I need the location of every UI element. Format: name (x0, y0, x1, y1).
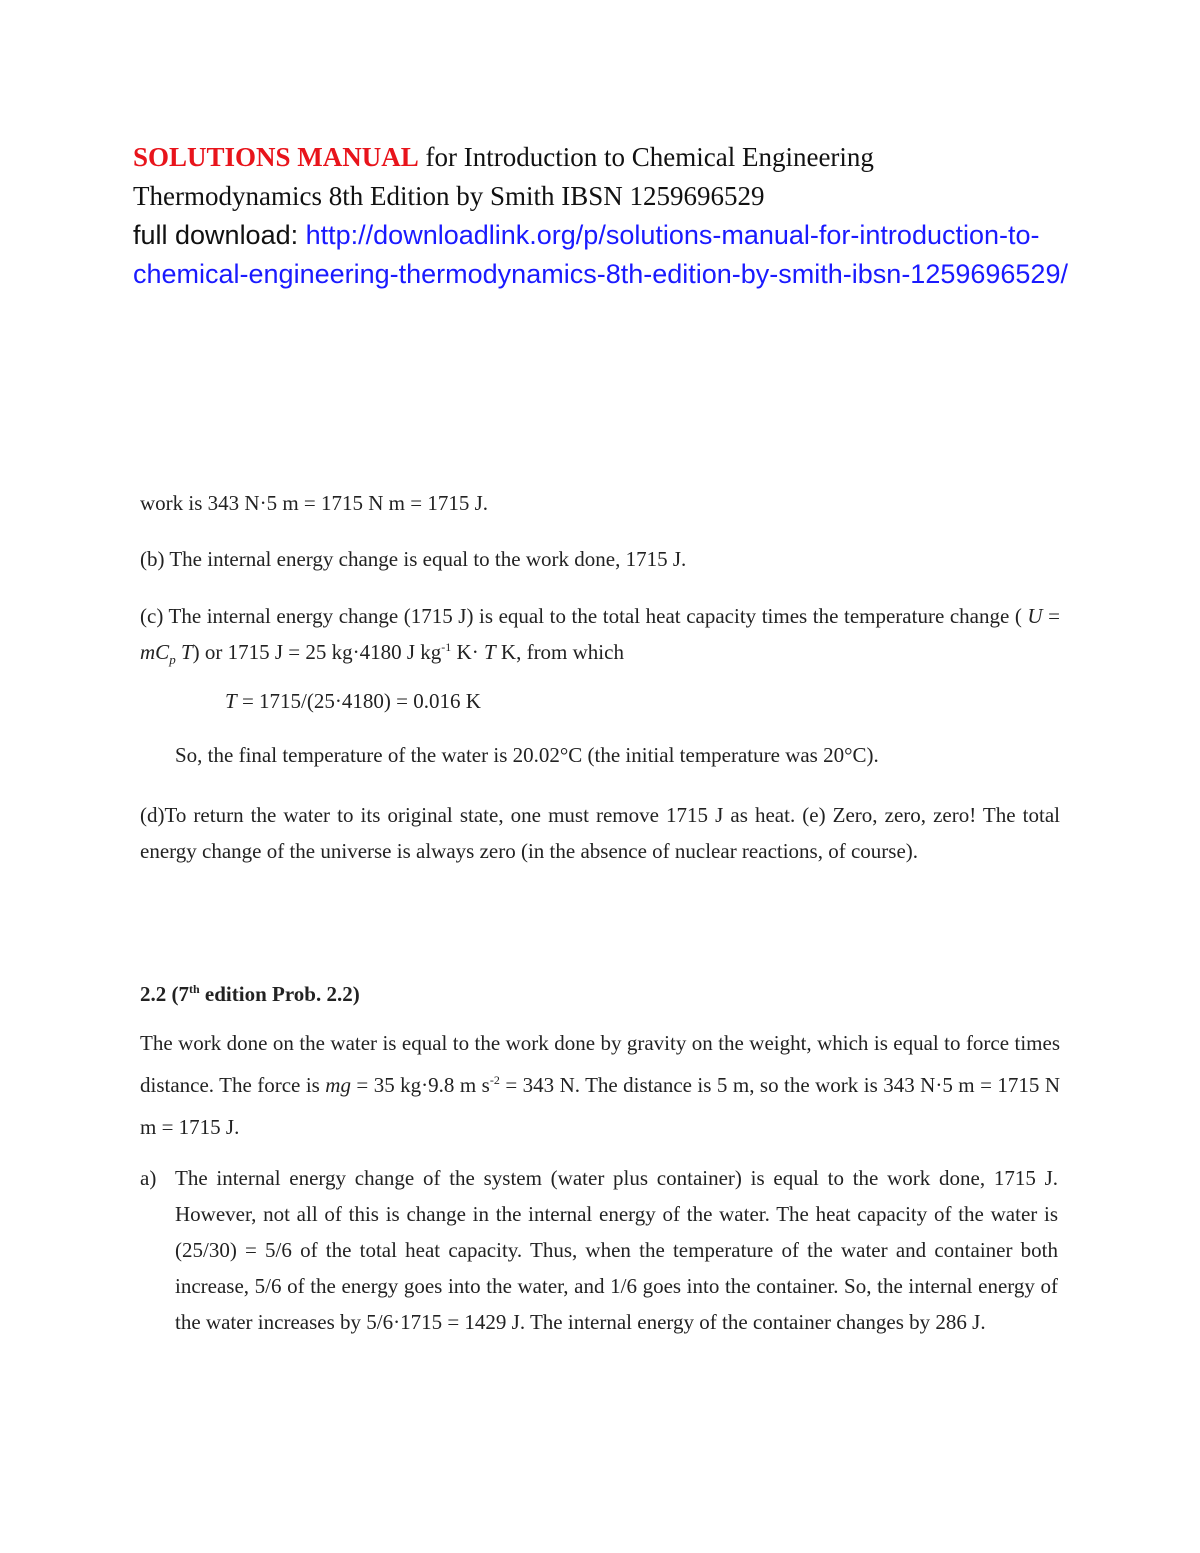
download-link-part-1[interactable]: http://downloadlink.org/p/solutions-manual-for-introduction-to- (305, 220, 1040, 250)
p8-text-a: The work done on the water is equal to the work done by gravity on the weight, which is equal to force times distance. The force is (140, 1031, 1060, 1097)
paragraph-d-e: (d)To return the water to its original state, one must remove 1715 J as heat. (e) Zero, zero, zero! The total energy change of the universe is always zero (in the absence of nuclear reactions, of course). (140, 803, 1060, 863)
download-link-part-2[interactable]: chemical-engineering-thermodynamics-8th-edition-by-smith-ibsn-1259696529/ (133, 259, 1068, 289)
download-label: full download: (133, 220, 306, 250)
p3-symbol-t: T (175, 640, 193, 664)
paragraph-c (140, 598, 1060, 678)
p3-text-d: K· (451, 640, 484, 664)
p3-symbol-u: U (1027, 604, 1043, 628)
p3-text-a: (c) The internal energy change (1715 J) is equal to the total heat capacity times the temperature change ( (140, 604, 1028, 628)
title-line-2: Thermodynamics 8th Edition by Smith IBSN 1259696529 (133, 181, 765, 211)
title-text: for Introduction to Chemical Engineering (418, 142, 874, 172)
p8-text-b: = 35 kg·9.8 m s (350, 1073, 490, 1097)
p3-text-b: = (1042, 604, 1061, 628)
heading-text-a: 2.2 (7 (140, 982, 189, 1006)
paragraph-work-done (140, 1022, 1060, 1148)
p8-text-c: = 343 N. The distance is 5 m, so the work is 343 N·5 m = 1715 N m = 1715 J. (140, 1073, 1061, 1139)
download-line-2 (133, 255, 1093, 294)
p3-text-e: K, from which (495, 640, 624, 664)
equation-delta-t (225, 688, 1025, 714)
heading-text-b: edition Prob. 2.2) (199, 982, 360, 1006)
p3-symbol-mc: mC (140, 640, 170, 664)
paragraph-final-temperature: So, the final temperature of the water is 20.02°C (the initial temperature was 20°C). (175, 743, 879, 767)
p3-text-c: ) or 1715 J = 25 kg·4180 J kg (192, 640, 442, 664)
heading-superscript: th (189, 982, 200, 996)
document-header (133, 138, 1093, 294)
title-line-1 (133, 138, 1093, 177)
brand-label: SOLUTIONS MANUAL (133, 142, 419, 172)
p4-text: = 1715/(25·4180) = 0.016 K (236, 689, 481, 713)
p4-symbol-t: T (225, 689, 237, 713)
p3-superscript: -1 (441, 640, 452, 654)
p8-superscript: -2 (489, 1073, 500, 1087)
paragraph-work: work is 343 N·5 m = 1715 N m = 1715 J. (140, 491, 489, 515)
paragraph-b: (b) The internal energy change is equal to the work done, 1715 J. (140, 547, 687, 571)
download-line (133, 216, 1093, 255)
section-heading-2-2 (140, 980, 1060, 1008)
p8-symbol-mg: mg (325, 1073, 351, 1097)
p3-symbol-t2: T (483, 640, 496, 664)
p3-subscript-p: p (169, 652, 176, 668)
list-marker: a) (140, 1166, 157, 1190)
list-item-text: The internal energy change of the system (water plus container) is equal to the work done, 1715 J. However, not all of this is change in the internal energy of the water. The heat capacity of the water is (25/30) = 5/6 of the total heat capacity. Thus, when the temperature of the water and container both increase, 5/6 of the energy goes into the water, and 1/6 goes into the container. So, the internal energy of the water increases by 5/6·1715 = 1429 J. The internal energy of the container changes by 286 J. (175, 1166, 1058, 1334)
